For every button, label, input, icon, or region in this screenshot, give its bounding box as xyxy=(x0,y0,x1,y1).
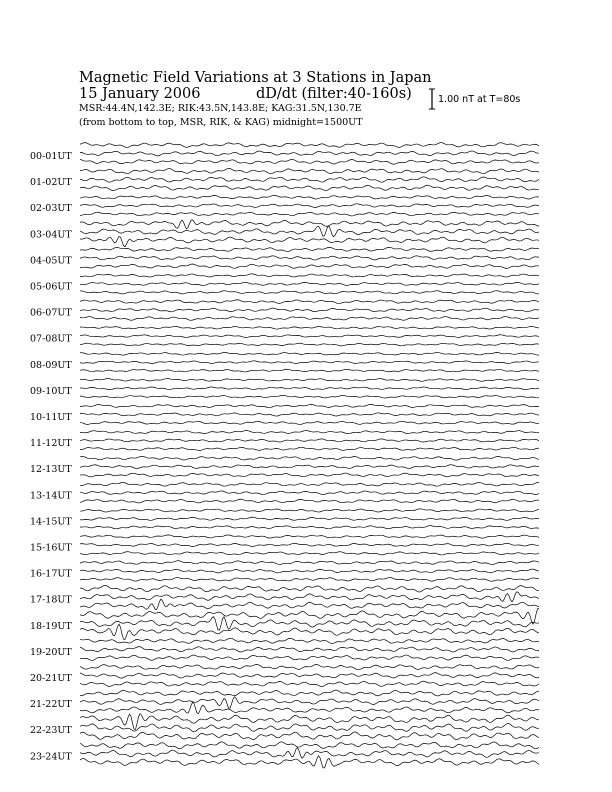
hour-label: 13-14UT xyxy=(30,490,72,502)
trace-rik xyxy=(80,226,539,237)
trace-kag xyxy=(80,168,539,173)
trace-rik xyxy=(80,361,539,364)
trace-msr xyxy=(80,212,539,216)
hour-label: 00-01UT xyxy=(30,151,72,162)
hour-label: 07-08UT xyxy=(30,333,72,345)
trace-msr xyxy=(80,185,539,190)
trace-msr xyxy=(80,732,539,740)
trace-kag xyxy=(80,608,539,624)
trace-rik xyxy=(80,413,539,416)
trace-kag xyxy=(80,195,539,199)
hour-label: 23-24UT xyxy=(30,751,72,763)
hour-label: 08-09UT xyxy=(30,359,72,371)
trace-kag xyxy=(80,326,539,329)
trace-rik xyxy=(80,569,539,573)
trace-kag xyxy=(80,247,539,251)
trace-rik xyxy=(80,617,539,630)
hour-label: 01-02UT xyxy=(30,177,72,189)
trace-rik xyxy=(80,491,539,495)
stations-label: MSR:44.4N,142.3E; RIK:43.5N,143.8E; KAG:31.5N,130.7E xyxy=(79,103,362,114)
trace-msr xyxy=(80,473,539,477)
trace-kag xyxy=(80,638,539,643)
hour-label: 05-06UT xyxy=(30,281,72,293)
trace-rik xyxy=(80,177,539,182)
hour-label: 22-23UT xyxy=(30,725,72,737)
trace-kag xyxy=(80,143,539,148)
trace-msr xyxy=(80,655,539,660)
trace-kag xyxy=(80,220,539,229)
trace-msr xyxy=(80,578,539,582)
trace-kag xyxy=(80,535,539,538)
trace-msr xyxy=(80,159,539,164)
trace-rik xyxy=(80,543,539,546)
hour-label: 19-20UT xyxy=(30,646,72,658)
trace-kag xyxy=(80,664,539,669)
trace-msr xyxy=(80,264,539,268)
hour-label: 09-10UT xyxy=(30,385,72,397)
hour-label: 04-05UT xyxy=(30,255,72,267)
trace-rik xyxy=(80,517,539,520)
trace-msr xyxy=(80,237,539,247)
hour-label: 16-17UT xyxy=(30,568,72,580)
trace-kag xyxy=(80,561,539,565)
trace-rik xyxy=(80,335,539,338)
trace-rik xyxy=(80,647,539,652)
trace-rik xyxy=(80,748,539,759)
trace-kag xyxy=(80,714,539,730)
trace-rik xyxy=(80,465,539,469)
trace-kag xyxy=(80,585,539,592)
trace-msr xyxy=(80,552,539,555)
trace-rik xyxy=(80,151,539,156)
trace-kag xyxy=(80,456,539,460)
trace-msr xyxy=(80,291,539,294)
trace-kag xyxy=(80,274,539,277)
trace-rik xyxy=(80,387,539,390)
trace-rik xyxy=(80,592,539,602)
trace-kag xyxy=(80,482,539,486)
scale-label: 1.00 nT at T=80s xyxy=(438,94,521,105)
trace-rik xyxy=(80,256,539,260)
trace-rik xyxy=(80,723,539,731)
hour-label: 18-19UT xyxy=(30,620,72,632)
hour-label: 14-15UT xyxy=(30,516,72,528)
trace-kag xyxy=(80,300,539,304)
trace-kag xyxy=(80,352,539,355)
hour-label: 03-04UT xyxy=(30,229,72,241)
trace-kag xyxy=(80,690,539,696)
hour-label: 21-22UT xyxy=(30,699,72,711)
trace-msr xyxy=(80,681,539,686)
chart-title: Magnetic Field Variations at 3 Stations in Japan xyxy=(79,70,432,86)
trace-rik xyxy=(80,204,539,208)
hour-label: 06-07UT xyxy=(30,307,72,319)
trace-kag xyxy=(80,379,539,382)
trace-kag xyxy=(80,509,539,512)
trace-rik xyxy=(80,282,539,285)
trace-msr xyxy=(80,499,539,503)
trace-kag xyxy=(80,404,539,407)
trace-rik xyxy=(80,308,539,312)
trace-kag xyxy=(80,742,539,749)
trace-msr xyxy=(80,526,539,529)
trace-msr xyxy=(80,421,539,424)
hour-label: 10-11UT xyxy=(30,412,72,423)
hour-label: 15-16UT xyxy=(30,542,72,554)
hour-label: 20-21UT xyxy=(30,673,72,684)
trace-msr xyxy=(80,395,539,398)
hour-label: 02-03UT xyxy=(30,203,72,215)
trace-msr xyxy=(80,756,539,768)
trace-rik xyxy=(80,439,539,442)
trace-rik xyxy=(80,673,539,678)
hour-label: 12-13UT xyxy=(30,464,72,476)
trace-msr xyxy=(80,369,539,372)
station-order-note: (from bottom to top, MSR, RIK, & KAG) midnight=1500UT xyxy=(79,117,363,128)
trace-msr xyxy=(80,317,539,321)
date-label: 15 January 2006 xyxy=(79,86,201,102)
hour-label: 11-12UT xyxy=(30,438,72,450)
trace-msr xyxy=(80,447,539,450)
filter-label: dD/dt (filter:40-160s) xyxy=(256,86,412,102)
trace-msr xyxy=(80,624,539,639)
trace-kag xyxy=(80,430,539,433)
hour-label: 17-18UT xyxy=(30,594,72,606)
trace-rik xyxy=(80,697,539,708)
trace-msr xyxy=(80,343,539,346)
trace-msr xyxy=(80,599,539,610)
trace-msr xyxy=(80,702,539,713)
